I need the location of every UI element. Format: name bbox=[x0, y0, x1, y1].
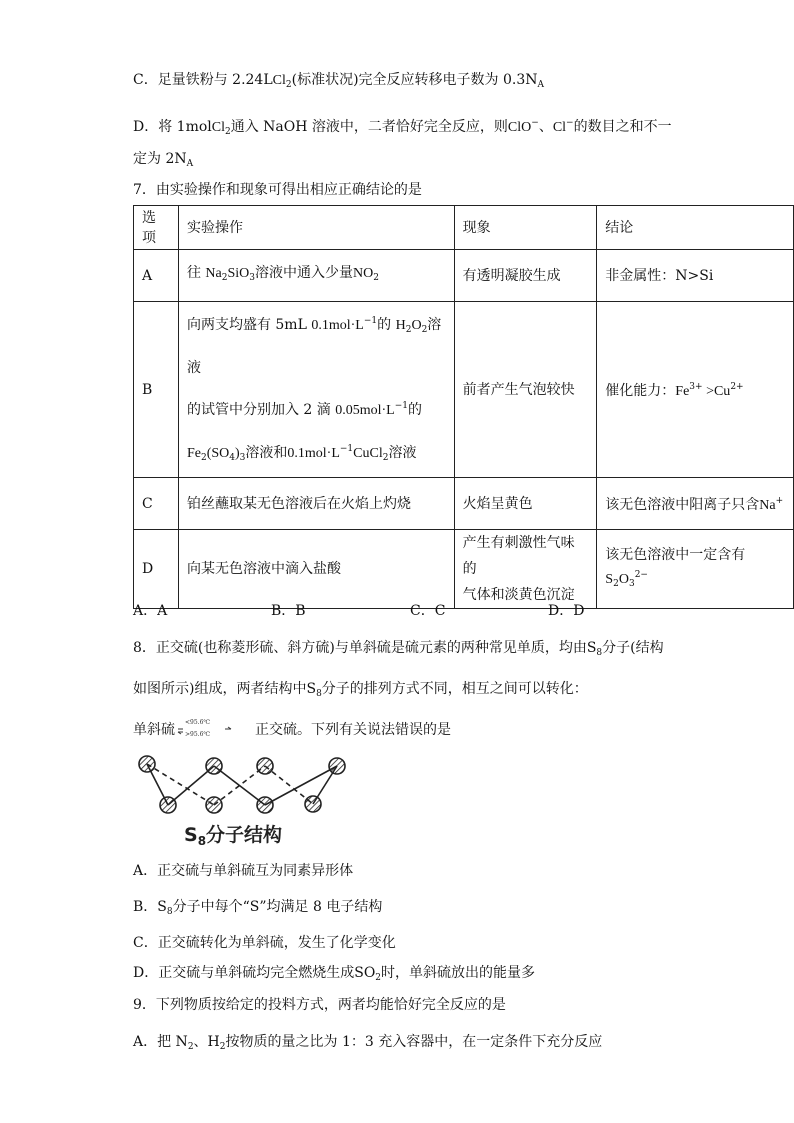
superscript: + bbox=[775, 496, 784, 506]
sulfur-atom bbox=[206, 797, 222, 813]
subscript: 2 bbox=[421, 325, 428, 335]
superscript: −1 bbox=[394, 401, 408, 411]
text: 正交硫。下列有关说法错误的是 bbox=[255, 722, 451, 738]
superscript: −1 bbox=[363, 316, 378, 326]
conclusion-cell: 非金属性：N>Si bbox=[597, 250, 794, 302]
text: 定为 2N bbox=[133, 151, 187, 167]
conclusion-cell bbox=[597, 530, 794, 609]
text: 该无色溶液中一定含有 bbox=[605, 546, 746, 563]
subscript: 4 bbox=[229, 453, 235, 463]
text: 分子(结构 bbox=[602, 640, 664, 656]
text: B．S bbox=[133, 899, 167, 915]
text: C．足量铁粉与 2.24L bbox=[133, 72, 273, 88]
row-label: A bbox=[134, 250, 179, 302]
text: 溶液中通入少量 bbox=[255, 265, 353, 281]
subscript: 2 bbox=[373, 273, 379, 283]
subscript: 2 bbox=[221, 273, 228, 283]
phenomenon-line: 气体和淡黄色沉淀 bbox=[462, 587, 575, 603]
choice-a: A．A bbox=[133, 603, 168, 619]
phenomenon-cell: 火焰呈黄色 bbox=[454, 478, 597, 530]
formula: O bbox=[411, 318, 422, 333]
table-row bbox=[134, 302, 794, 478]
table-header-row bbox=[134, 206, 794, 250]
text: 、 bbox=[538, 119, 553, 135]
text: 往 bbox=[186, 265, 206, 281]
formula: Na bbox=[759, 498, 776, 513]
subscript: 2 bbox=[382, 453, 389, 463]
formula: Fe bbox=[186, 446, 201, 461]
subscript: 2 bbox=[613, 578, 619, 589]
subscript: 8 bbox=[166, 907, 173, 917]
text: 的 bbox=[408, 402, 422, 418]
text: 溶液 bbox=[388, 445, 417, 461]
formula: Fe bbox=[675, 384, 690, 399]
conclusion-cell bbox=[597, 302, 794, 478]
superscript: 3+ bbox=[689, 382, 703, 392]
text: 催化能力： bbox=[605, 383, 676, 399]
header-cell: 结论 bbox=[597, 206, 794, 250]
choice-b: B．B bbox=[271, 603, 306, 619]
condition-bottom: >95.6℃ bbox=[185, 731, 211, 738]
formula: H bbox=[395, 318, 406, 333]
phenomenon-cell: 有透明凝胶生成 bbox=[454, 250, 597, 302]
text: 溶液 bbox=[186, 317, 442, 376]
text: 如图所示)组成，两者结构中S bbox=[133, 681, 317, 697]
subscript: 2 bbox=[375, 973, 382, 983]
text: 分子的排列方式不同，相互之间可以转化： bbox=[321, 681, 588, 697]
operation-line bbox=[187, 430, 446, 477]
formula: Cl bbox=[211, 120, 225, 135]
row-label: B bbox=[134, 302, 179, 478]
phenomenon-line: 产生有刺激性气味的 bbox=[462, 535, 575, 577]
formula: Cl bbox=[552, 120, 567, 135]
formula: (SO bbox=[206, 446, 230, 461]
text: A．把 N bbox=[133, 1034, 188, 1050]
text: 的试管中分别加入 2 滴 bbox=[186, 402, 336, 418]
phenomenon-cell: 前者产生气泡较快 bbox=[454, 302, 597, 478]
operation-cell: 铂丝蘸取某无色溶液后在火焰上灼烧 bbox=[178, 478, 454, 530]
table-row bbox=[134, 530, 794, 609]
s8-molecule-figure bbox=[135, 752, 365, 822]
q6-option-d-cont bbox=[133, 149, 193, 174]
superscript: 2− bbox=[634, 569, 648, 580]
header-cell: 现象 bbox=[454, 206, 597, 250]
text: 分子结构 bbox=[206, 824, 283, 846]
header-cell: 实验操作 bbox=[178, 206, 454, 250]
operation-line bbox=[187, 387, 446, 430]
sulfur-atom bbox=[160, 797, 176, 813]
q6-option-d bbox=[133, 113, 672, 142]
text: 的 bbox=[377, 317, 396, 333]
subscript: A bbox=[186, 159, 194, 169]
text: 向两支均盛有 5mL bbox=[186, 317, 312, 333]
q8-equilibrium-line bbox=[133, 720, 451, 740]
operation-cell bbox=[178, 250, 454, 302]
sulfur-atom bbox=[257, 758, 273, 774]
text: 分子中每个“S”均满足 8 电子结构 bbox=[172, 899, 383, 915]
text: 通入 NaOH 溶液中，二者恰好完全反应，则 bbox=[230, 119, 508, 135]
operation-line bbox=[187, 302, 446, 387]
subscript: 8 bbox=[596, 648, 603, 658]
subscript: 3 bbox=[239, 453, 246, 463]
formula: 0.1mol·L bbox=[287, 446, 340, 461]
table-row bbox=[134, 478, 794, 530]
sulfur-atom bbox=[139, 756, 155, 772]
condition-top: <95.6℃ bbox=[185, 719, 211, 726]
choice-c: C．C bbox=[410, 603, 446, 619]
sulfur-atom bbox=[305, 796, 321, 812]
text: 该无色溶液中阳离子只含 bbox=[605, 497, 760, 513]
phenomenon-cell bbox=[454, 530, 597, 609]
formula: Na bbox=[205, 266, 222, 281]
subscript: 3 bbox=[628, 578, 635, 589]
text: 按物质的量之比为 1：3 充入容器中，在一定条件下充分反应 bbox=[225, 1034, 603, 1050]
text: S bbox=[184, 824, 198, 846]
header-cell: 选项 bbox=[134, 206, 179, 250]
conclusion-cell bbox=[597, 478, 794, 530]
q8-option-b bbox=[133, 897, 382, 922]
text: D．将 1mol bbox=[133, 119, 212, 135]
superscript: − bbox=[531, 118, 539, 128]
q8-option-a: A．正交硫与单斜硫互为同素异形体 bbox=[133, 863, 354, 879]
subscript: 3 bbox=[249, 273, 255, 283]
formula: SiO bbox=[227, 266, 250, 281]
formula: ) bbox=[234, 446, 240, 461]
formula: Cl bbox=[272, 73, 286, 88]
text: 8．正交硫(也称菱形硫、斜方硫)与单斜硫是硫元素的两种常见单质，均由S bbox=[133, 640, 597, 656]
subscript: 8 bbox=[316, 689, 322, 699]
formula: S bbox=[605, 571, 614, 587]
operation-cell bbox=[178, 302, 454, 478]
text: (标准状况)完全反应转移电子数为 0.3N bbox=[291, 72, 538, 88]
sulfur-atom bbox=[206, 758, 222, 774]
formula: ClO bbox=[507, 120, 532, 135]
text: 溶液和 bbox=[245, 445, 288, 461]
formula: CuCl bbox=[353, 446, 383, 461]
formula: NO bbox=[353, 266, 374, 281]
q8-stem-line2 bbox=[133, 679, 588, 704]
row-label: D bbox=[134, 530, 179, 609]
subscript: 2 bbox=[200, 453, 207, 463]
superscript: −1 bbox=[339, 444, 354, 454]
text: 的数目之和不一 bbox=[573, 119, 672, 135]
q8-option-d bbox=[133, 963, 535, 988]
q7-table bbox=[133, 205, 794, 609]
superscript: 2+ bbox=[730, 382, 744, 392]
sulfur-atom bbox=[257, 797, 273, 813]
q9-stem: 9．下列物质按给定的投料方式，两者均能恰好完全反应的是 bbox=[133, 997, 506, 1013]
choice-d: D．D bbox=[548, 603, 585, 619]
superscript: − bbox=[566, 118, 574, 128]
subscript: A bbox=[537, 80, 544, 90]
q7-stem: 7．由实验操作和现象可得出相应正确结论的是 bbox=[133, 182, 422, 198]
figure-caption bbox=[184, 820, 282, 848]
formula: >Cu bbox=[702, 384, 731, 399]
subscript: 2 bbox=[405, 325, 412, 335]
operation-cell: 向某无色溶液中滴入盐酸 bbox=[178, 530, 454, 609]
subscript: 2 bbox=[225, 127, 231, 137]
text: 时，单斜硫放出的能量多 bbox=[381, 965, 536, 981]
q6-option-c bbox=[133, 70, 544, 95]
text: 、H bbox=[193, 1034, 220, 1050]
text: 单斜硫 bbox=[133, 722, 175, 738]
table-row bbox=[134, 250, 794, 302]
formula: 0.05mol·L bbox=[335, 403, 395, 418]
row-label: C bbox=[134, 478, 179, 530]
formula: 0.1mol·L bbox=[311, 318, 364, 333]
subscript: 2 bbox=[285, 80, 292, 90]
q8-option-c: C．正交硫转化为单斜硫，发生了化学变化 bbox=[133, 935, 396, 951]
text: D．正交硫与单斜硫均完全燃烧生成SO bbox=[133, 965, 376, 981]
sulfur-atom bbox=[329, 758, 345, 774]
formula: O bbox=[618, 571, 629, 587]
q8-stem-line1 bbox=[133, 638, 664, 663]
equilibrium-arrow bbox=[175, 720, 255, 740]
subscript: 8 bbox=[197, 834, 207, 848]
subscript: 2 bbox=[219, 1042, 226, 1052]
q9-option-a bbox=[133, 1032, 602, 1057]
subscript: 2 bbox=[187, 1042, 194, 1052]
